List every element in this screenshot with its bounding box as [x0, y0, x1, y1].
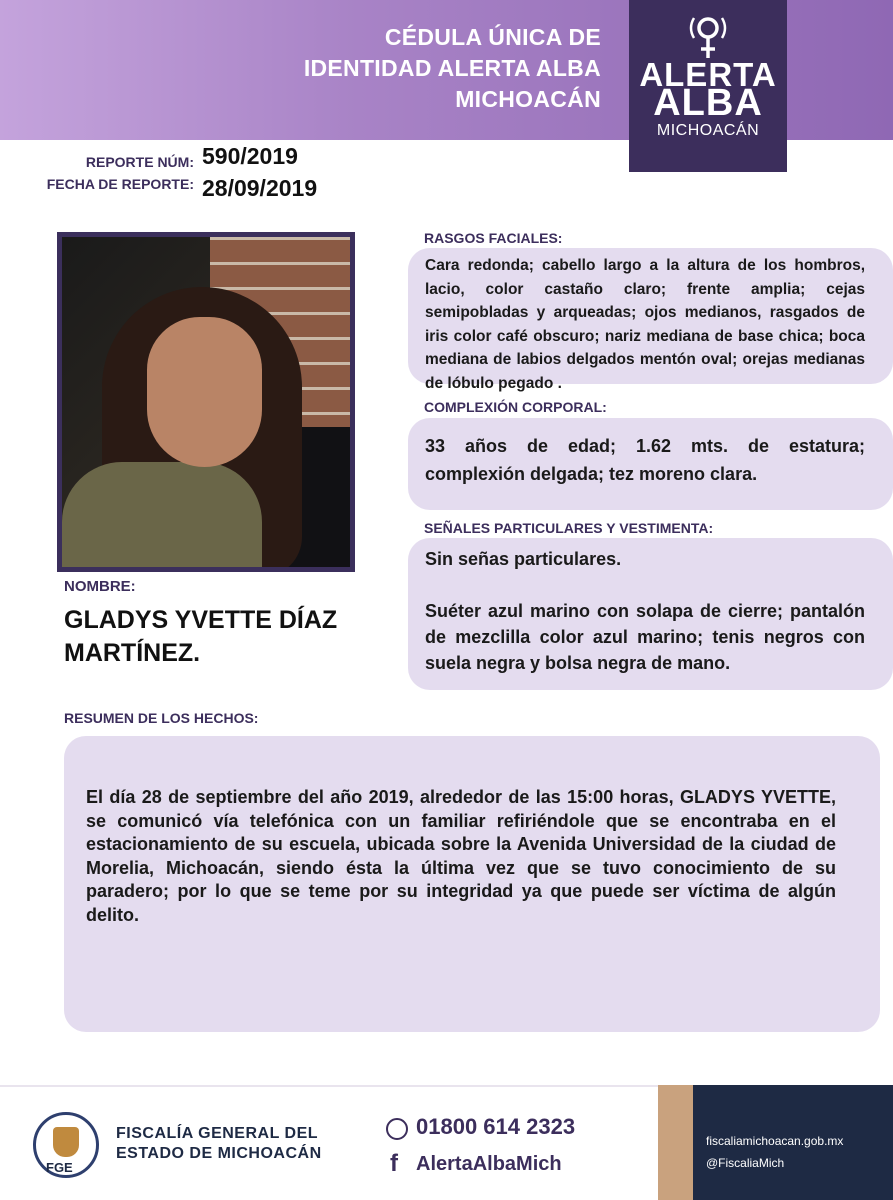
- photo-shirt: [62, 462, 262, 567]
- agency-name-line-1: FISCALÍA GENERAL DEL: [116, 1125, 319, 1142]
- clothing-text: Suéter azul marino con solapa de cierre; pantalón de mezclilla color azul marino; tenis negros con suela negra y bolsa negra de mano.: [425, 601, 865, 673]
- summary-box: [64, 736, 880, 1032]
- body-build-text: 33 años de edad; 1.62 mts. de estatura; complexión delgada; tez moreno clara.: [425, 436, 865, 484]
- logo-text-alba: ALBA: [653, 82, 763, 124]
- body-build-label: COMPLEXIÓN CORPORAL:: [424, 399, 607, 415]
- person-name: GLADYS YVETTE DÍAZ MARTÍNEZ.: [64, 606, 338, 667]
- website-link[interactable]: fiscaliamichoacan.gob.mx: [706, 1134, 844, 1148]
- facebook-handle[interactable]: AlertaAlbaMich: [416, 1153, 562, 1175]
- facial-features-label: RASGOS FACIALES:: [424, 230, 563, 246]
- twitter-handle[interactable]: @FiscaliaMich: [706, 1156, 785, 1170]
- name-label: NOMBRE:: [64, 578, 136, 595]
- facial-features-text: Cara redonda; cabello largo a la altura de los hombros, lacio, color castaño claro; frente amplia; cejas semipobladas y arqueadas; ojos medianos, rasgados de iris color café obscuro; nariz mediana de base chica; boca mediana de labios delgados mentón oval; orejas medianas de lóbulo pegado .: [425, 257, 865, 392]
- report-number-label: REPORTE NÚM:: [85, 154, 194, 170]
- title-line-2: IDENTIDAD ALERTA ALBA: [303, 55, 601, 81]
- person-photo: [57, 232, 355, 572]
- signs-clothing-label: SEÑALES PARTICULARES Y VESTIMENTA:: [424, 520, 714, 536]
- summary-text: El día 28 de septiembre del año 2019, alrededor de las 15:00 horas, GLADYS YVETTE, se comunicó vía telefónica con un familiar refiriéndole que se encontraba en el estacionamiento de su escuela, ubicada sobre la Avenida Universidad de la ciudad de Morelia, Michoacán, siendo ésta la última vez que se tuvo conocimiento de su paradero; por lo que se teme por su integridad ya que puede ser víctima de algún delito.: [86, 787, 836, 925]
- signs-text: Sin señas particulares.: [425, 549, 622, 569]
- female-symbol-icon: [688, 14, 728, 60]
- seal-emblem: [53, 1127, 79, 1157]
- photo-content: [62, 237, 350, 567]
- fge-abbrev: FGE: [46, 1160, 73, 1175]
- facebook-icon: f: [390, 1150, 398, 1177]
- contact-links: [706, 1130, 890, 1174]
- report-date-label: FECHA DE REPORTE:: [46, 176, 194, 192]
- phone-number[interactable]: 01800 614 2323: [416, 1114, 576, 1139]
- report-number-value: 590/2019: [202, 143, 298, 169]
- title-line-3: MICHOACÁN: [455, 86, 601, 112]
- logo-text-michoacan: MICHOACÁN: [656, 122, 760, 139]
- facial-features-box: [408, 248, 893, 392]
- title-line-1: CÉDULA ÚNICA DE: [384, 24, 601, 50]
- logo-text-alerta: ALERTA: [639, 56, 777, 93]
- agency-name-line-2: ESTADO DE MICHOACÁN: [116, 1145, 322, 1162]
- agency-name: [116, 1124, 322, 1164]
- phone-icon: [386, 1118, 408, 1140]
- footer-accent-stripe: [658, 1085, 693, 1200]
- body-build-box: [408, 418, 893, 510]
- document-title: [304, 22, 601, 115]
- photo-face: [147, 317, 262, 467]
- summary-label: RESUMEN DE LOS HECHOS:: [64, 710, 259, 726]
- alerta-alba-logo: [629, 0, 787, 172]
- report-date-value: 28/09/2019: [202, 175, 318, 201]
- signs-clothing-box: [408, 538, 893, 690]
